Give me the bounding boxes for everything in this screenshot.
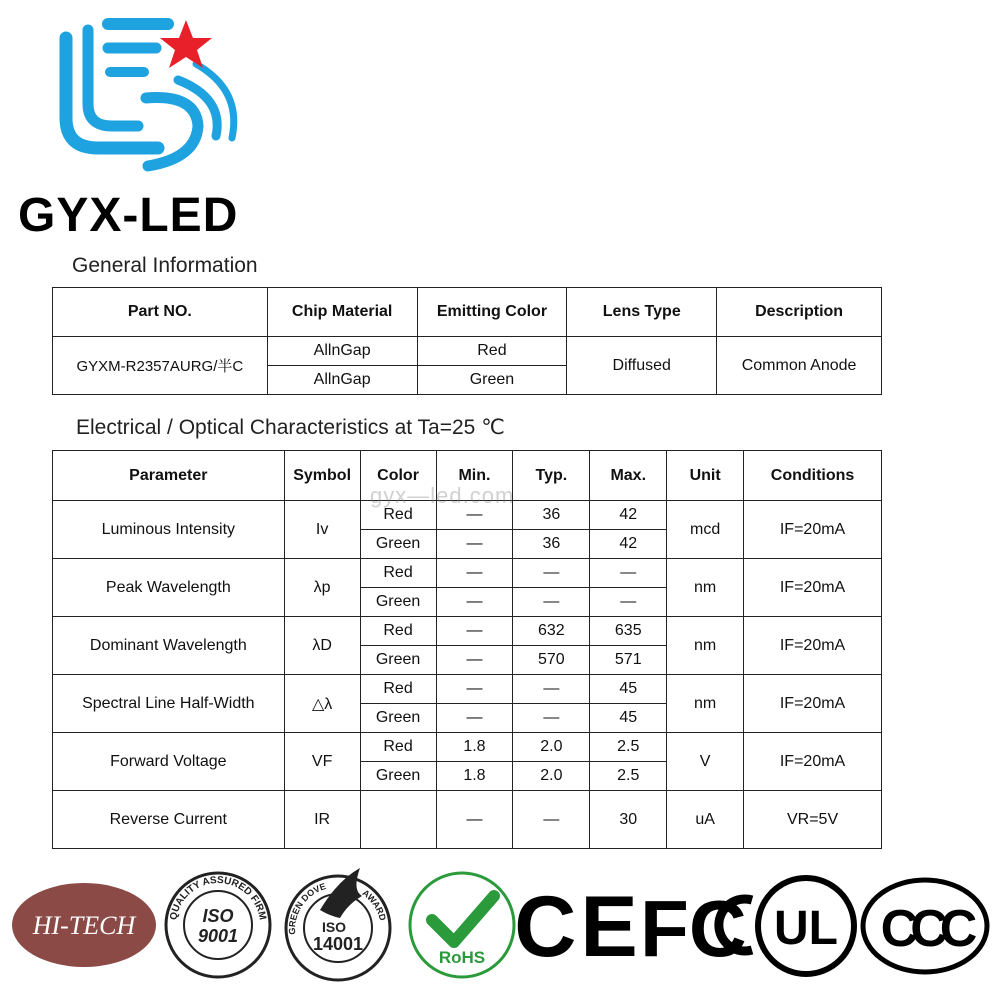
max-cell: 42 [590, 501, 667, 530]
unit-cell: mcd [667, 501, 744, 559]
max-cell: 30 [590, 791, 667, 849]
table-row [53, 675, 882, 704]
unit-cell: nm [667, 559, 744, 617]
typ-cell: — [513, 588, 590, 617]
param-symbol: Iv [284, 501, 360, 559]
param-symbol: λD [284, 617, 360, 675]
max-cell: 42 [590, 530, 667, 559]
min-cell: — [436, 588, 513, 617]
color-cell: Green [360, 588, 436, 617]
header-min: Min. [436, 451, 513, 501]
param-name: Luminous Intensity [53, 501, 285, 559]
min-cell: 1.8 [436, 762, 513, 791]
svg-text:RoHS: RoHS [438, 948, 486, 967]
conditions-cell: IF=20mA [744, 501, 882, 559]
max-cell: 635 [590, 617, 667, 646]
conditions-cell: IF=20mA [744, 733, 882, 791]
general-info-table [52, 287, 882, 395]
typ-cell: 2.0 [513, 762, 590, 791]
min-cell: — [436, 530, 513, 559]
max-cell: 2.5 [590, 762, 667, 791]
table-row [53, 559, 882, 588]
typ-cell: — [513, 675, 590, 704]
color-cell: Red [360, 675, 436, 704]
param-symbol: IR [284, 791, 360, 849]
gyx-logo-icon [28, 8, 248, 188]
typ-cell: — [513, 704, 590, 733]
iso14001-seal-icon [286, 868, 390, 980]
color-cell [360, 791, 436, 849]
ccc-mark-icon [863, 880, 987, 972]
svg-text:CCC: CCC [880, 900, 970, 958]
header-symbol: Symbol [284, 451, 360, 501]
unit-cell: nm [667, 617, 744, 675]
param-name: Spectral Line Half-Width [53, 675, 285, 733]
fcc-mark-icon [640, 884, 752, 973]
color-cell: Red [360, 733, 436, 762]
unit-cell: nm [667, 675, 744, 733]
conditions-cell: IF=20mA [744, 617, 882, 675]
conditions-cell: VR=5V [744, 791, 882, 849]
header-conditions: Conditions [744, 451, 882, 501]
color-cell: Green [360, 530, 436, 559]
description-cell: Common Anode [717, 337, 882, 395]
color-cell: Green [360, 646, 436, 675]
svg-text:14001: 14001 [312, 934, 364, 954]
min-cell: — [436, 559, 513, 588]
header-typ: Typ. [513, 451, 590, 501]
max-cell: 45 [590, 704, 667, 733]
lens-type-cell: Diffused [567, 337, 717, 395]
watermark: gyx—led.com [370, 483, 515, 508]
conditions-cell: IF=20mA [744, 675, 882, 733]
svg-text:AWARD: AWARD [360, 887, 388, 922]
chip-material-cell: AllnGap [267, 366, 417, 395]
conditions-cell: IF=20mA [744, 559, 882, 617]
min-cell: — [436, 646, 513, 675]
table-row [53, 733, 882, 762]
certification-logos [0, 860, 1000, 990]
svg-text:9001: 9001 [197, 926, 239, 946]
header-lens-type: Lens Type [567, 288, 717, 337]
typ-cell: — [513, 559, 590, 588]
ce-mark-icon [514, 879, 641, 975]
hitech-label: HI-TECH [32, 911, 136, 940]
unit-cell: uA [667, 791, 744, 849]
param-symbol: λp [284, 559, 360, 617]
color-cell: Green [360, 762, 436, 791]
max-cell: 571 [590, 646, 667, 675]
typ-cell: 36 [513, 530, 590, 559]
electrical-table [52, 450, 882, 849]
header-description: Description [717, 288, 882, 337]
header-chip-material: Chip Material [267, 288, 417, 337]
table-header-row [53, 288, 882, 337]
svg-text:ISO: ISO [202, 906, 234, 926]
chip-material-cell: AllnGap [267, 337, 417, 366]
min-cell: — [436, 501, 513, 530]
color-cell: Green [360, 704, 436, 733]
typ-cell: 36 [513, 501, 590, 530]
max-cell: 45 [590, 675, 667, 704]
color-cell: Red [360, 501, 436, 530]
rohs-icon [410, 873, 514, 977]
header-max: Max. [590, 451, 667, 501]
header-part-no: Part NO. [53, 288, 268, 337]
typ-cell: — [513, 791, 590, 849]
typ-cell: 570 [513, 646, 590, 675]
table-row [53, 337, 882, 366]
min-cell: — [436, 791, 513, 849]
param-name: Forward Voltage [53, 733, 285, 791]
param-name: Reverse Current [53, 791, 285, 849]
header-parameter: Parameter [53, 451, 285, 501]
typ-cell: 2.0 [513, 733, 590, 762]
header-emitting-color: Emitting Color [417, 288, 567, 337]
header-color: Color [360, 451, 436, 501]
ul-mark-icon [758, 878, 854, 974]
table-row [53, 791, 882, 849]
electrical-title: Electrical / Optical Characteristics at Ta=25 ℃ [76, 416, 505, 439]
svg-text:QUALITY ASSURED FIRM: QUALITY ASSURED FIRM [168, 874, 268, 921]
min-cell: — [436, 675, 513, 704]
emitting-color-cell: Green [417, 366, 567, 395]
max-cell: 2.5 [590, 733, 667, 762]
min-cell: 1.8 [436, 733, 513, 762]
iso9001-seal-icon [166, 873, 270, 977]
svg-text:ISO: ISO [321, 919, 347, 935]
param-symbol: VF [284, 733, 360, 791]
max-cell: — [590, 588, 667, 617]
svg-text:GREEN DOVE: GREEN DOVE [287, 881, 328, 935]
max-cell: — [590, 559, 667, 588]
svg-text:UL: UL [774, 902, 838, 955]
emitting-color-cell: Red [417, 337, 567, 366]
part-number: GYXM-R2357AURG/半C [53, 337, 268, 395]
param-name: Dominant Wavelength [53, 617, 285, 675]
typ-cell: 632 [513, 617, 590, 646]
hitech-badge-icon [12, 883, 156, 967]
general-info-title: General Information [72, 254, 258, 277]
svg-text:CE: CE [514, 879, 642, 975]
svg-text:FC: FC [640, 884, 747, 973]
header-unit: Unit [667, 451, 744, 501]
color-cell: Red [360, 617, 436, 646]
color-cell: Red [360, 559, 436, 588]
table-row [53, 617, 882, 646]
brand-name: GYX-LED [18, 189, 239, 242]
min-cell: — [436, 617, 513, 646]
min-cell: — [436, 704, 513, 733]
param-symbol: △λ [284, 675, 360, 733]
unit-cell: V [667, 733, 744, 791]
param-name: Peak Wavelength [53, 559, 285, 617]
